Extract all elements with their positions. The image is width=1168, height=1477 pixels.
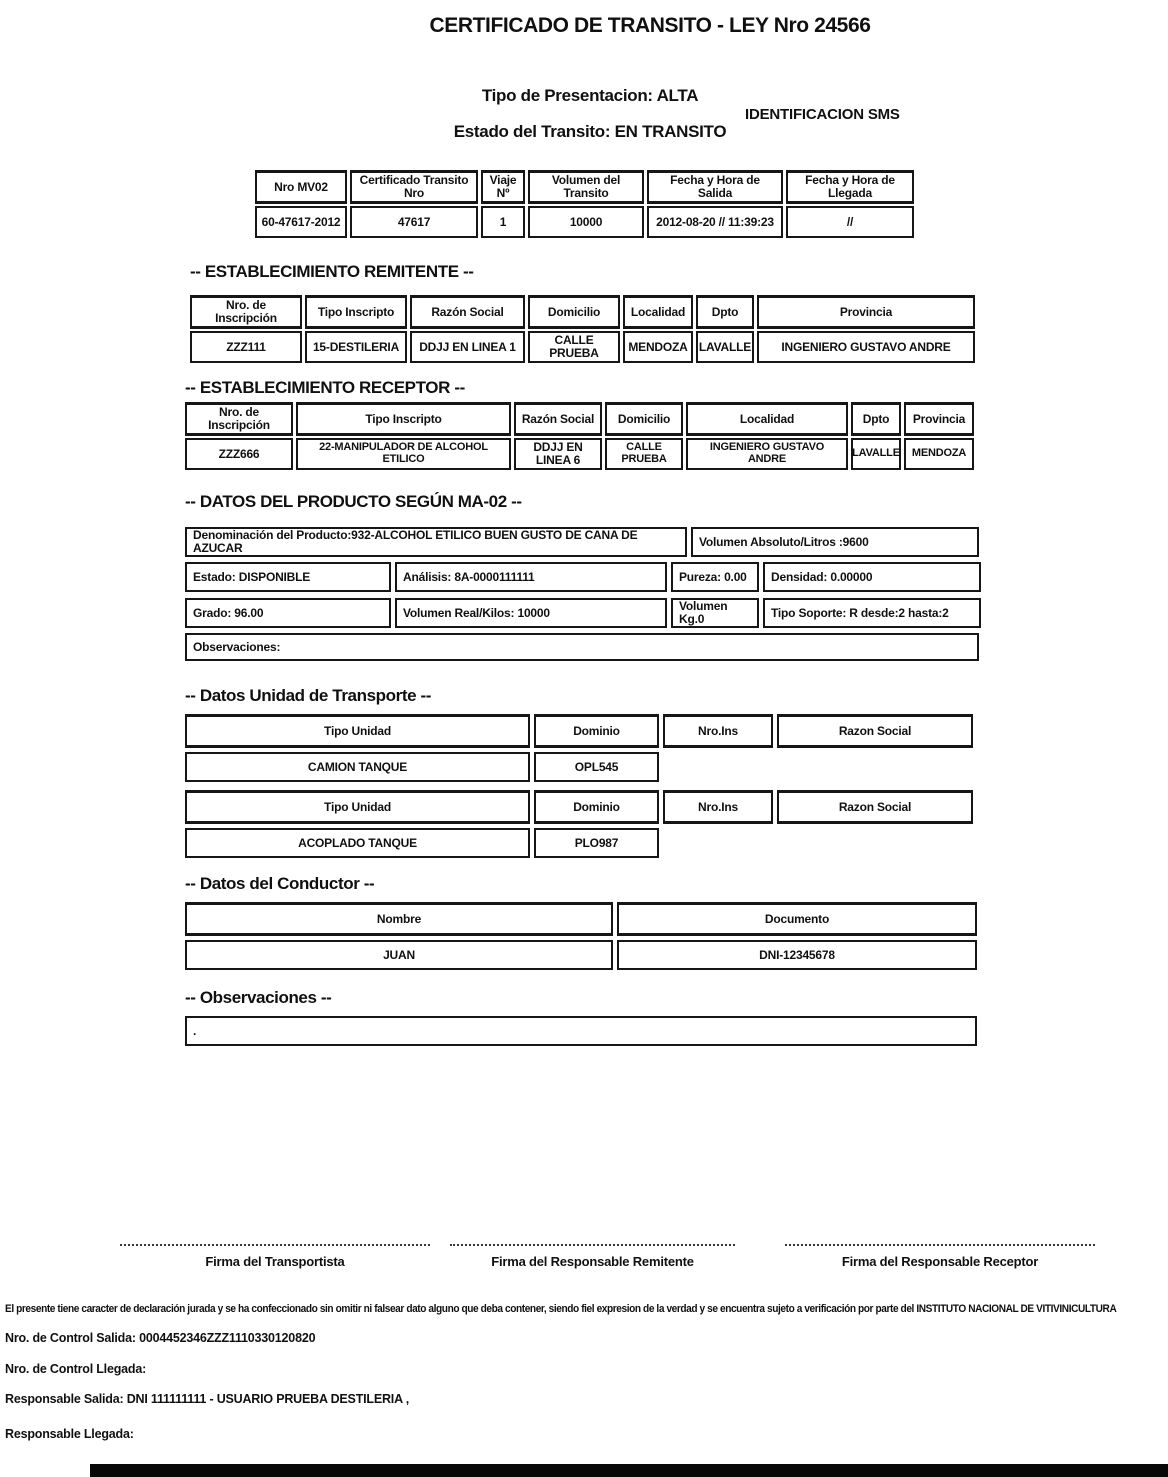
producto-densidad: Densidad: 0.00000 xyxy=(763,562,981,592)
producto-tipo-soporte: Tipo Soporte: R desde:2 hasta:2 xyxy=(763,598,981,628)
firma-receptor-label: Firma del Responsable Receptor xyxy=(841,1254,1039,1269)
transporte1-dominio: OPL545 xyxy=(534,752,659,782)
transit-value-certificado: 47617 xyxy=(350,206,478,238)
firma-remitente-block xyxy=(450,1232,735,1269)
control-llegada-line: Nro. de Control Llegada: xyxy=(5,1362,147,1376)
receptor-value-row xyxy=(185,438,974,470)
transporte1-header-dominio: Dominio xyxy=(534,714,659,748)
producto-analisis: Análisis: 8A-0000111111 xyxy=(395,562,667,592)
receptor-value-razon: DDJJ EN LINEA 6 xyxy=(514,438,602,470)
producto-estado: Estado: DISPONIBLE xyxy=(185,562,391,592)
transit-value-volumen: 10000 xyxy=(528,206,644,238)
remitente-header-tipo: Tipo Inscripto xyxy=(305,295,407,329)
receptor-header-tipo: Tipo Inscripto xyxy=(296,402,511,436)
firma-receptor-line xyxy=(785,1232,1095,1246)
transporte2-header-tipo-unidad: Tipo Unidad xyxy=(185,790,530,824)
receptor-value-provincia: MENDOZA xyxy=(904,438,974,470)
scan-artifact-black-bar xyxy=(90,1464,1168,1477)
tipo-presentacion: Tipo de Presentacion: ALTA xyxy=(481,86,699,105)
transporte-header-row-2 xyxy=(185,790,973,824)
transit-table-header-row xyxy=(255,170,914,204)
control-salida-line: Nro. de Control Salida: 0004452346ZZZ1110330120820 xyxy=(5,1331,316,1345)
producto-volumen-absoluto: Volumen Absoluto/Litros :9600 xyxy=(691,527,979,557)
receptor-section-title: -- ESTABLECIMIENTO RECEPTOR -- xyxy=(185,378,465,397)
transporte1-header-tipo-unidad: Tipo Unidad xyxy=(185,714,530,748)
firma-remitente-label: Firma del Responsable Remitente xyxy=(491,1254,694,1269)
remitente-header-row xyxy=(190,295,975,329)
receptor-value-inscripcion: ZZZ666 xyxy=(185,438,293,470)
remitente-value-row xyxy=(190,331,975,363)
producto-row-2 xyxy=(185,562,981,592)
receptor-header-provincia: Provincia xyxy=(904,402,974,436)
conductor-header-nombre: Nombre xyxy=(185,902,613,936)
estado-transito: Estado del Transito: EN TRANSITO xyxy=(453,122,727,141)
transit-table-value-row xyxy=(255,206,914,238)
transit-value-fecha-salida: 2012-08-20 // 11:39:23 xyxy=(647,206,783,238)
remitente-header-localidad: Localidad xyxy=(623,295,693,329)
transporte2-tipo-unidad: ACOPLADO TANQUE xyxy=(185,828,530,858)
firma-transportista-block xyxy=(120,1232,430,1269)
conductor-section-title: -- Datos del Conductor -- xyxy=(185,874,375,893)
receptor-header-dpto: Dpto xyxy=(851,402,901,436)
conductor-documento: DNI-12345678 xyxy=(617,940,977,970)
conductor-header-row xyxy=(185,902,977,936)
transporte-value-row-2 xyxy=(185,828,659,858)
transporte2-header-nro-ins: Nro.Ins xyxy=(663,790,773,824)
transporte-header-row-1 xyxy=(185,714,973,748)
remitente-section-title: -- ESTABLECIMIENTO REMITENTE -- xyxy=(190,262,474,281)
producto-grado: Grado: 96.00 xyxy=(185,598,391,628)
firma-receptor-block xyxy=(785,1232,1095,1269)
producto-volumen-real: Volumen Real/Kilos: 10000 xyxy=(395,598,667,628)
receptor-header-inscripcion: Nro. de Inscripción xyxy=(185,402,293,436)
responsable-llegada-line: Responsable Llegada: xyxy=(5,1427,134,1441)
receptor-value-dpto: LAVALLE xyxy=(851,438,901,470)
observaciones-row xyxy=(185,1016,977,1046)
conductor-header-documento: Documento xyxy=(617,902,977,936)
firma-transportista-label: Firma del Transportista xyxy=(205,1254,345,1269)
transit-header-nro-mv02: Nro MV02 xyxy=(255,170,347,204)
remitente-value-provincia: INGENIERO GUSTAVO ANDRE xyxy=(757,331,975,363)
transit-value-fecha-llegada: // xyxy=(786,206,914,238)
remitente-header-dpto: Dpto xyxy=(696,295,754,329)
transporte1-header-nro-ins: Nro.Ins xyxy=(663,714,773,748)
transporte-section-title: -- Datos Unidad de Transporte -- xyxy=(185,686,431,705)
responsable-salida-line: Responsable Salida: DNI 111111111 - USUARIO PRUEBA DESTILERIA , xyxy=(5,1392,409,1406)
remitente-value-inscripcion: ZZZ111 xyxy=(190,331,302,363)
remitente-value-razon: DDJJ EN LINEA 1 xyxy=(410,331,525,363)
conductor-value-row xyxy=(185,940,977,970)
transporte2-dominio: PLO987 xyxy=(534,828,659,858)
firma-remitente-line xyxy=(450,1232,735,1246)
remitente-header-inscripcion: Nro. de Inscripción xyxy=(190,295,302,329)
receptor-value-domicilio: CALLE PRUEBA xyxy=(605,438,683,470)
transporte2-header-razon-social: Razon Social xyxy=(777,790,973,824)
transporte1-tipo-unidad: CAMION TANQUE xyxy=(185,752,530,782)
transit-header-volumen: Volumen del Transito xyxy=(528,170,644,204)
transporte-value-row-1 xyxy=(185,752,659,782)
receptor-header-localidad: Localidad xyxy=(686,402,848,436)
observaciones-value: . xyxy=(185,1016,977,1046)
producto-pureza: Pureza: 0.00 xyxy=(671,562,759,592)
receptor-header-domicilio: Domicilio xyxy=(605,402,683,436)
firma-transportista-line xyxy=(120,1232,430,1246)
receptor-value-localidad: INGENIERO GUSTAVO ANDRE xyxy=(686,438,848,470)
transporte1-header-razon-social: Razon Social xyxy=(777,714,973,748)
producto-row-3 xyxy=(185,598,981,628)
producto-row-1 xyxy=(185,527,979,557)
receptor-header-row xyxy=(185,402,974,436)
receptor-value-tipo: 22-MANIPULADOR DE ALCOHOL ETILICO xyxy=(296,438,511,470)
observaciones-section-title: -- Observaciones -- xyxy=(185,988,332,1007)
conductor-nombre: JUAN xyxy=(185,940,613,970)
transit-header-certificado: Certificado Transito Nro xyxy=(350,170,478,204)
remitente-value-localidad: MENDOZA xyxy=(623,331,693,363)
transit-header-viaje: Viaje Nº xyxy=(481,170,525,204)
remitente-value-tipo: 15-DESTILERIA xyxy=(305,331,407,363)
declaracion-jurada-text: El presente tiene caracter de declaración jurada y se ha confeccionado sin omitir ni falsear dato alguno que deba contener, siendo fiel expresion de la verdad y se encuentra sujeto a verificación por parte del INSTITUTO NACIONAL DE VITIVINICULTURA xyxy=(5,1303,1117,1315)
remitente-value-domicilio: CALLE PRUEBA xyxy=(528,331,620,363)
identificacion-sms: IDENTIFICACION SMS xyxy=(745,106,900,123)
transit-value-nro-mv02: 60-47617-2012 xyxy=(255,206,347,238)
transit-header-fecha-salida: Fecha y Hora de Salida xyxy=(647,170,783,204)
producto-volumen-kg: Volumen Kg.0 xyxy=(671,598,759,628)
remitente-header-razon: Razón Social xyxy=(410,295,525,329)
producto-observaciones-label: Observaciones: xyxy=(185,633,979,661)
transit-header-fecha-llegada: Fecha y Hora de Llegada xyxy=(786,170,914,204)
producto-row-4 xyxy=(185,633,979,661)
producto-denominacion: Denominación del Producto:932-ALCOHOL ETILICO BUEN GUSTO DE CANA DE AZUCAR xyxy=(185,527,687,557)
remitente-header-domicilio: Domicilio xyxy=(528,295,620,329)
remitente-value-dpto: LAVALLE xyxy=(696,331,754,363)
producto-section-title: -- DATOS DEL PRODUCTO SEGÚN MA-02 -- xyxy=(185,492,522,511)
remitente-header-provincia: Provincia xyxy=(757,295,975,329)
document-title: CERTIFICADO DE TRANSITO - LEY Nro 24566 xyxy=(429,14,871,37)
receptor-header-razon: Razón Social xyxy=(514,402,602,436)
transporte2-header-dominio: Dominio xyxy=(534,790,659,824)
transit-value-viaje: 1 xyxy=(481,206,525,238)
